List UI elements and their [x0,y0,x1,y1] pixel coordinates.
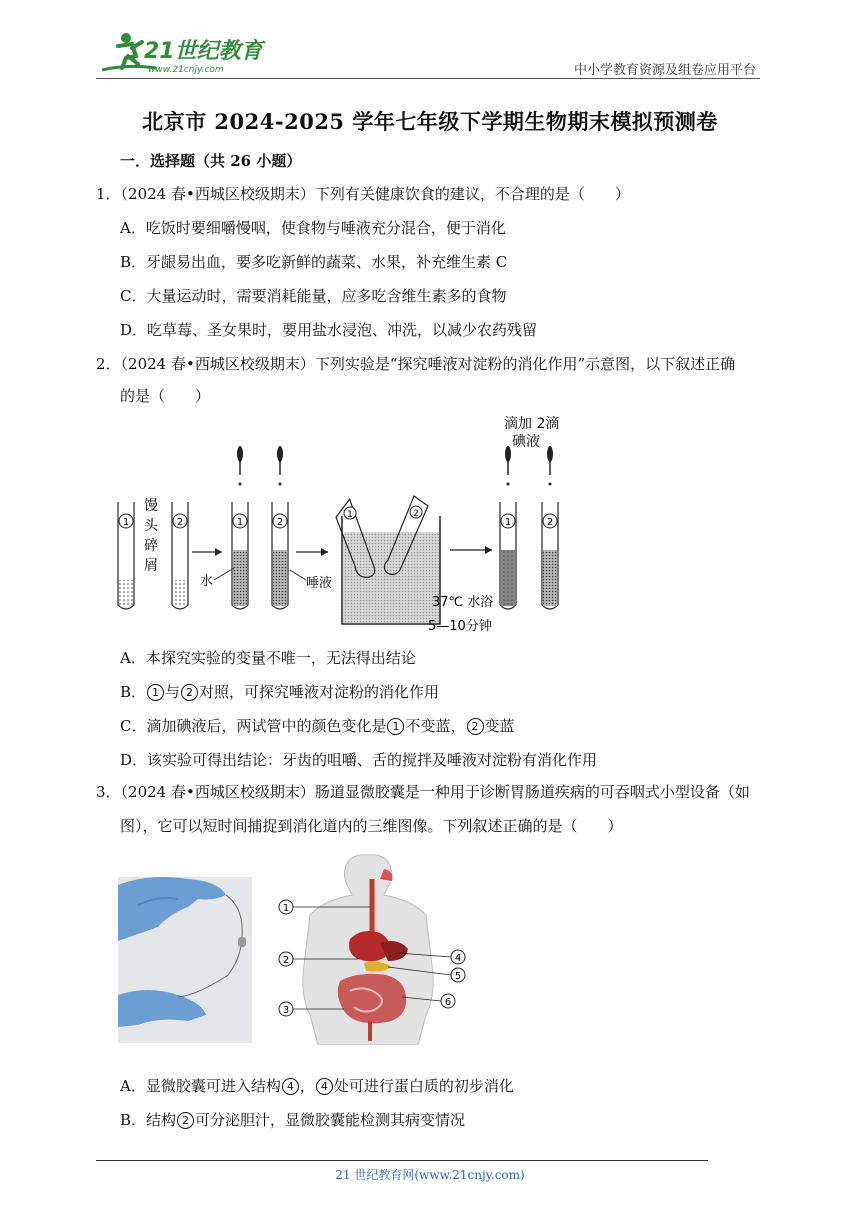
svg-text:1: 1 [236,517,244,528]
q1-option-d: D．吃草莓、圣女果时，要用盐水浸泡、冲洗，以减少农药残留 [120,321,538,339]
svg-text:屑: 屑 [144,558,158,574]
svg-text:2: 2 [176,517,184,528]
logo-url: www.21cnjy.com [148,65,224,75]
label-3: 3 [282,1005,290,1016]
q1-option-c: C．大量运动时，需要消耗能量，应多吃含维生素多的食物 [120,287,507,305]
water-label: 水 [200,574,214,589]
label-6: 6 [444,997,452,1008]
svg-text:馒: 馒 [144,498,158,514]
svg-text:2: 2 [276,517,284,528]
iodine-label-line2: 碘液 [512,434,540,450]
label-2: 2 [282,955,290,966]
svg-text:1: 1 [122,517,130,528]
svg-text:1: 1 [347,510,353,520]
label-5: 5 [454,971,462,982]
header-platform-text: 中小学教育资源及组卷应用平台 [573,63,756,78]
water-bath-beaker [334,496,440,624]
header-divider [96,78,760,79]
tube-1-final [500,446,516,609]
arrow-head-icon [215,548,222,556]
q2-stem-line1: 2．（2024 春•西城区校级期末）下列实验是“探究唾液对淀粉的消化作用”示意图，以下叙述正确 [96,355,736,373]
duration-label: 5—10分钟 [428,619,492,634]
page-title: 北京市 2024-2025 学年七年级下学期生物期末模拟预测卷 [142,109,718,134]
q2-option-a: A．本探究实验的变量不唯一，无法得出结论 [120,649,416,667]
label-1: 1 [282,903,290,914]
capsule-photo [118,877,252,1043]
svg-text:2: 2 [413,509,419,519]
q2-option-c: C．滴加碘液后，两试管中的颜色变化是 1 不变蓝， 2 变蓝 [120,717,515,735]
tube-1-initial [118,502,134,609]
body-diagram [303,855,433,1045]
q3-stem-line1: 3．（2024 春•西城区校级期末）肠道显微胶囊是一种用于诊断胃肠道疾病的可吞咽式小型设备（如 [96,783,750,801]
footer-divider [96,1160,708,1161]
label-4: 4 [454,953,462,964]
saliva-label: 唾液 [306,576,333,591]
tube-2-final [542,446,558,609]
experiment-figure [110,410,590,640]
svg-text:1: 1 [504,517,512,528]
water-bath-label: 37℃ 水浴 [432,595,494,610]
tube-2-initial [172,502,188,609]
q2-option-d: D．该实验可得出结论：牙齿的咀嚼、舌的搅拌及唾液对淀粉有消化作用 [120,751,598,769]
q2-option-b: B． 1 与 2 对照，可探究唾液对淀粉的消化作用 [120,683,440,701]
site-logo[interactable] [96,28,266,80]
tube-2-saliva [272,446,288,609]
q3-stem-line2: 图），它可以短时间捕捉到消化道内的三维图像。下列叙述正确的是（ ） [120,817,623,835]
logo-text: 21世纪教育 [144,39,263,64]
footer-link[interactable]: 21 世纪教育网(www.21cnjy.com) [335,1168,525,1182]
q3-option-b: B．结构 2 可分泌胆汁，显微胶囊能检测其病变情况 [120,1111,466,1129]
svg-text:2: 2 [546,517,554,528]
q1-stem: 1．（2024 春•西城区校级期末）下列有关健康饮食的建议，不合理的是（ ） [96,185,630,203]
digestive-figure [118,845,508,1045]
q1-option-b: B．牙龈易出血，要多吃新鲜的蔬菜、水果，补充维生素 C [120,253,508,271]
q3-option-a: A．显微胶囊可进入结构 4 ， 4 处可进行蛋白质的初步消化 [120,1077,514,1095]
svg-text:头: 头 [144,518,158,534]
svg-text:碎: 碎 [144,538,158,554]
bread-crumbs-label [144,498,159,574]
iodine-label-line1: 滴加 2滴 [504,416,560,432]
tube-1-water [232,446,248,609]
section-heading: 一．选择题（共 26 小题） [120,152,302,170]
q1-option-a: A．吃饭时要细嚼慢咽，使食物与唾液充分混合，便于消化 [120,219,506,237]
q2-stem-line2: 的是（ ） [120,387,211,405]
